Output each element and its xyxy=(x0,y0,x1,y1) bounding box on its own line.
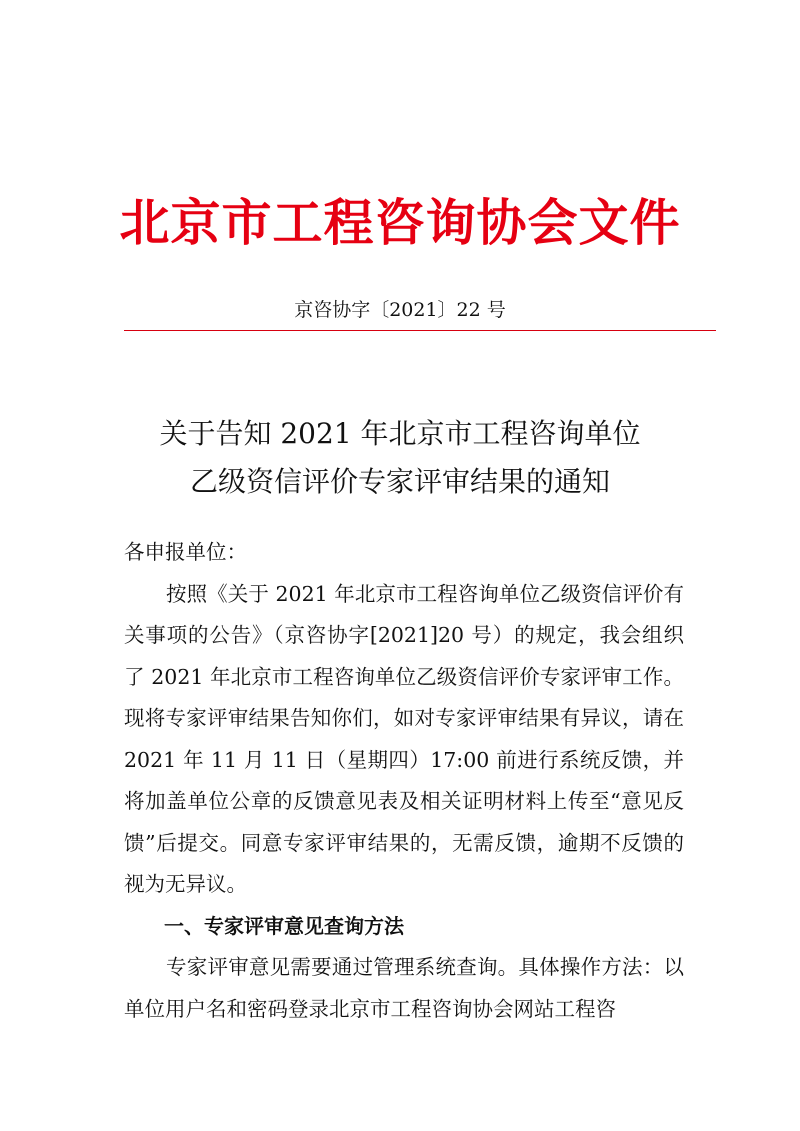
section-heading-1: 一、专家评审意见查询方法 xyxy=(164,913,404,938)
header-divider xyxy=(124,330,716,331)
notice-title xyxy=(0,410,800,506)
document-header-title: 北京市工程咨询协会文件 xyxy=(119,194,681,252)
notice-title-line-1: 关于告知 2021 年北京市工程咨询单位 xyxy=(159,417,641,450)
body-paragraph-2: 专家评审意见需要通过管理系统查询。具体操作方法：以单位用户名和密码登录北京市工程咨询协会网站工程咨 xyxy=(124,955,684,1021)
body-paragraph-1: 按照《关于 2021 年北京市工程咨询单位乙级资信评价有关事项的公告》（京咨协字[2021]20 号）的规定，我会组织了 2021 年北京市工程咨询单位乙级资信评价专家评审工作。现将专家评审结果告知你们，如对专家评审结果有异议，请在 2021 年 11 月 11 日（星期四）17:00 前进行系统反馈，并将加盖单位公章的反馈意见表及相关证明材料上传至“意见反馈”后提交。同意专家评审结果的，无需反馈，逾期不反馈的视为无异议。 xyxy=(124,581,684,896)
notice-title-line-2: 乙级资信评价专家评审结果的通知 xyxy=(189,465,610,498)
document-number: 京咨协字〔2021〕22 号 xyxy=(294,299,506,321)
notice-body xyxy=(124,532,684,1030)
salutation: 各申报单位： xyxy=(124,540,247,564)
